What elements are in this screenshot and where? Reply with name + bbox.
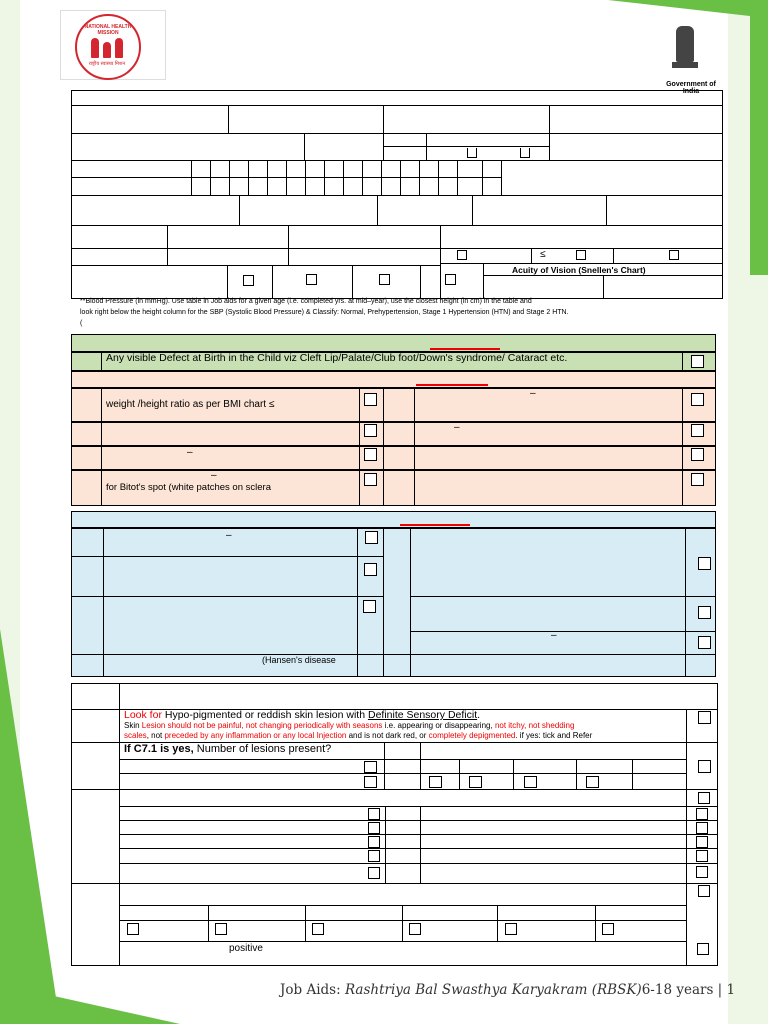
final-checkbox[interactable] [697, 943, 709, 955]
deficiency-checkbox[interactable] [691, 448, 704, 461]
grid-line [377, 195, 378, 225]
sensory-checkbox[interactable] [368, 867, 380, 879]
grid-line [632, 759, 633, 789]
grid-line [119, 806, 718, 807]
grid-line [682, 352, 683, 371]
dash-mark: – [454, 422, 460, 433]
grid-line [384, 742, 385, 789]
grid-line [383, 146, 549, 147]
nhm-figure-icon [115, 38, 123, 58]
nhm-logo-text: NATIONAL HEALTH MISSION [84, 24, 132, 36]
sensory-checkbox[interactable] [368, 822, 380, 834]
govt-caption: Government of India [666, 81, 716, 95]
grid-line [71, 883, 718, 884]
grid-line [383, 105, 384, 133]
final-checkbox[interactable] [409, 923, 421, 935]
grid-line [248, 160, 249, 195]
skin-text: and is not dark red, or [346, 731, 429, 740]
lesion-count-checkbox[interactable] [698, 760, 711, 773]
bottom-left-green-corner [0, 629, 60, 1024]
grid-line [71, 654, 716, 655]
final-checkbox[interactable] [505, 923, 517, 935]
nhm-logo-hindi: राष्ट्रीय स्वास्थ्य मिशन [88, 61, 126, 67]
grid-line [383, 388, 384, 506]
bp-checkbox[interactable] [306, 274, 317, 285]
skin-text: Lesion should not be painful, not changing periodically with seasons [141, 721, 383, 730]
grid-line [426, 133, 427, 160]
grid-line [305, 160, 306, 195]
grid-line [501, 160, 502, 195]
deficiency-checkbox[interactable] [364, 473, 377, 486]
grid-line [288, 225, 289, 265]
lesion-count-checkbox[interactable] [429, 776, 442, 788]
grid-line [459, 759, 460, 789]
sensory-checkbox[interactable] [368, 850, 380, 862]
top-right-green-corner [608, 0, 768, 18]
skin-text: , not [146, 731, 165, 740]
grid-line [483, 263, 484, 299]
grid-line [420, 742, 421, 789]
lesion-count-checkbox[interactable] [364, 761, 377, 773]
sensory-checkbox[interactable] [696, 866, 708, 878]
disease-checkbox[interactable] [364, 563, 377, 576]
grid-line [576, 759, 577, 789]
grid-line [513, 759, 514, 789]
grid-line [682, 388, 683, 506]
emblem-pillar [676, 26, 694, 62]
nhm-logo-ring [75, 14, 141, 80]
emblem-base [672, 62, 698, 68]
grid-line [71, 105, 723, 106]
bp-note: **Blood Pressure (in mmHg). Use table in Job aids for a given age (i.e. completed yrs. at mid–year), use the closest height (in cm) in the table and [80, 298, 532, 305]
hansen-label: (Hansen's disease [262, 655, 336, 665]
c71-label: If C7.1 is yes, [124, 743, 194, 755]
ashoka-emblem-icon [662, 22, 708, 78]
grid-line [228, 105, 229, 133]
gender-checkbox[interactable] [520, 148, 530, 158]
lesion-count-checkbox[interactable] [364, 776, 377, 788]
nhm-figure-icon [103, 42, 111, 58]
grid-line [606, 195, 607, 225]
grid-line [119, 773, 686, 774]
grid-line [531, 248, 532, 263]
hypo-label: Hypo-pigmented or reddish skin lesion with [161, 709, 368, 721]
skin-lesion-checkbox[interactable] [698, 711, 711, 724]
final-checkbox[interactable] [312, 923, 324, 935]
nhm-logo [60, 10, 166, 80]
grid-line [119, 683, 120, 966]
vision-checkbox[interactable] [457, 250, 467, 260]
grid-line [71, 248, 723, 249]
deficiency-checkbox[interactable] [691, 473, 704, 486]
grid-line [101, 352, 102, 371]
grid-line [191, 160, 192, 195]
grid-line [119, 941, 686, 942]
grid-line [239, 195, 240, 225]
grid-line [267, 160, 268, 195]
gender-checkbox[interactable] [467, 148, 477, 158]
grid-line [410, 631, 716, 632]
sensory-checkbox[interactable] [368, 808, 380, 820]
bitot-label: for Bitot's spot (white patches on sclera [106, 482, 271, 493]
grid-line [362, 160, 363, 195]
right-green-stripe [750, 0, 768, 275]
grid-line [227, 265, 228, 299]
section-title-underline [430, 348, 500, 350]
dash-mark: – [187, 447, 193, 458]
grid-line [119, 820, 718, 821]
nhm-figure-icon [91, 38, 99, 58]
grid-line [686, 709, 687, 966]
disease-checkbox[interactable] [365, 531, 378, 544]
grid-line [482, 160, 483, 195]
grid-line [420, 265, 421, 299]
grid-line [472, 195, 473, 225]
le-symbol: ≤ [540, 249, 546, 260]
grid-line [324, 160, 325, 195]
deficiency-row [71, 422, 716, 446]
grid-line [440, 225, 441, 299]
footer-suffix: 6-18 years | 1 [641, 982, 736, 998]
final-checkbox[interactable] [215, 923, 227, 935]
acuity-label: Acuity of Vision (Snellen's Chart) [512, 265, 646, 275]
skin-text: completely depigmented [428, 731, 516, 740]
look-for-label: Look for [124, 709, 162, 721]
final-checkbox[interactable] [602, 923, 614, 935]
grid-line [119, 759, 686, 760]
dash-mark: – [226, 530, 232, 541]
bp-checkbox[interactable] [243, 275, 254, 286]
section-diseases-header [71, 511, 716, 528]
sensory-checkbox[interactable] [698, 792, 710, 804]
period-mark: . [477, 709, 481, 721]
sensory-checkbox[interactable] [696, 822, 708, 834]
grid-line [549, 133, 550, 160]
positive-label: positive [229, 943, 263, 954]
skin-text: Skin [124, 721, 142, 730]
grid-line [457, 160, 458, 195]
skin-text: preceded by any inflammation or any local Injection [164, 731, 347, 740]
final-checkbox[interactable] [127, 923, 139, 935]
section-deficiency-header [71, 371, 716, 388]
grid-line [357, 528, 358, 677]
section-title-underline [400, 524, 470, 526]
bottom-left-green-band [0, 984, 180, 1024]
grid-line [229, 160, 230, 195]
grid-line [400, 160, 401, 195]
grid-line [101, 388, 102, 506]
dash-mark: – [551, 630, 557, 641]
section-defects-header [71, 334, 716, 352]
dash-mark: – [530, 388, 536, 399]
vision-checkbox[interactable] [576, 250, 586, 260]
skin-look-for-line [124, 709, 480, 721]
section-title-underline [416, 384, 488, 386]
bp-checkbox[interactable] [445, 274, 456, 285]
grid-line [613, 248, 614, 263]
lesion-count-checkbox[interactable] [469, 776, 482, 788]
c71-question [124, 743, 331, 755]
disease-checkbox[interactable] [698, 557, 711, 570]
skin-text: not itchy, not shedding [494, 721, 575, 730]
deficiency-checkbox[interactable] [364, 448, 377, 461]
lesion-count-checkbox[interactable] [586, 776, 599, 788]
skin-criteria-line-1 [124, 721, 574, 730]
page-footer [280, 982, 735, 998]
grid-line [208, 905, 209, 941]
grid-line [71, 265, 441, 266]
grid-line [383, 528, 384, 677]
grid-line [119, 834, 718, 835]
grid-line [497, 905, 498, 941]
vision-checkbox[interactable] [669, 250, 679, 260]
grid-line [410, 528, 411, 677]
disease-checkbox[interactable] [363, 600, 376, 613]
grid-line [383, 133, 384, 160]
deficiency-checkbox[interactable] [691, 424, 704, 437]
grid-line [402, 905, 403, 941]
dash-mark: – [211, 470, 217, 481]
grid-line [167, 225, 168, 265]
grid-line [603, 275, 604, 299]
grid-line [286, 160, 287, 195]
grid-line [71, 596, 384, 597]
bp-checkbox[interactable] [379, 274, 390, 285]
grid-line [420, 806, 421, 883]
final-checkbox[interactable] [698, 885, 710, 897]
grid-line [595, 905, 596, 941]
defect-birth-label: Any visible Defect at Birth in the Child viz Cleft Lip/Palate/Club foot/Down's syndrome/ Cataract etc. [106, 352, 568, 364]
grid-line [685, 528, 686, 677]
grid-line [419, 160, 420, 195]
skin-text: i.e. appearing or disappearing, [382, 721, 495, 730]
grid-line [438, 160, 439, 195]
grid-line [210, 160, 211, 195]
skin-criteria-line-2 [124, 731, 592, 740]
deficiency-checkbox[interactable] [364, 424, 377, 437]
grid-line [359, 388, 360, 506]
bp-note: ( [80, 320, 83, 327]
grid-line [71, 195, 723, 196]
defect-birth-checkbox[interactable] [691, 355, 704, 368]
grid-line [71, 556, 384, 557]
lesion-count-checkbox[interactable] [524, 776, 537, 788]
grid-line [119, 848, 718, 849]
grid-line [385, 806, 386, 883]
grid-line [304, 133, 305, 160]
weight-height-label: weight /height ratio as per BMI chart ≤ [106, 399, 275, 410]
deficiency-row [71, 446, 716, 470]
grid-line [71, 789, 718, 790]
sensory-checkbox[interactable] [696, 850, 708, 862]
definite-deficit-label: Definite Sensory Deficit [367, 709, 478, 721]
sensory-checkbox[interactable] [696, 808, 708, 820]
grid-line [352, 265, 353, 299]
grid-line [414, 388, 415, 506]
footer-title: Rashtriya Bal Swasthya Karyakram (RBSK) [344, 982, 642, 998]
skin-text: scales [124, 731, 147, 740]
c71-text: Number of lesions present? [193, 743, 332, 755]
sensory-checkbox[interactable] [368, 836, 380, 848]
deficiency-checkbox[interactable] [691, 393, 704, 406]
grid-line [272, 265, 273, 299]
grid-line [71, 133, 723, 134]
grid-line [119, 863, 718, 864]
grid-line [71, 225, 723, 226]
deficiency-checkbox[interactable] [364, 393, 377, 406]
grid-line [410, 596, 716, 597]
grid-line [71, 160, 723, 161]
grid-line [549, 105, 550, 133]
grid-line [103, 528, 104, 677]
grid-line [343, 160, 344, 195]
bp-note: look right below the height column for the SBP (Systolic Blood Pressure) & Classify: Normal, Prehypertension, Stage 1 Hypertension (HTN) and Stage 2 HTN. [80, 309, 569, 316]
grid-line [305, 905, 306, 941]
disease-checkbox[interactable] [698, 606, 711, 619]
sensory-checkbox[interactable] [696, 836, 708, 848]
disease-checkbox[interactable] [698, 636, 711, 649]
skin-text: . if yes: tick and Refer [515, 731, 593, 740]
footer-prefix: Job Aids: [280, 982, 345, 998]
grid-line [381, 160, 382, 195]
